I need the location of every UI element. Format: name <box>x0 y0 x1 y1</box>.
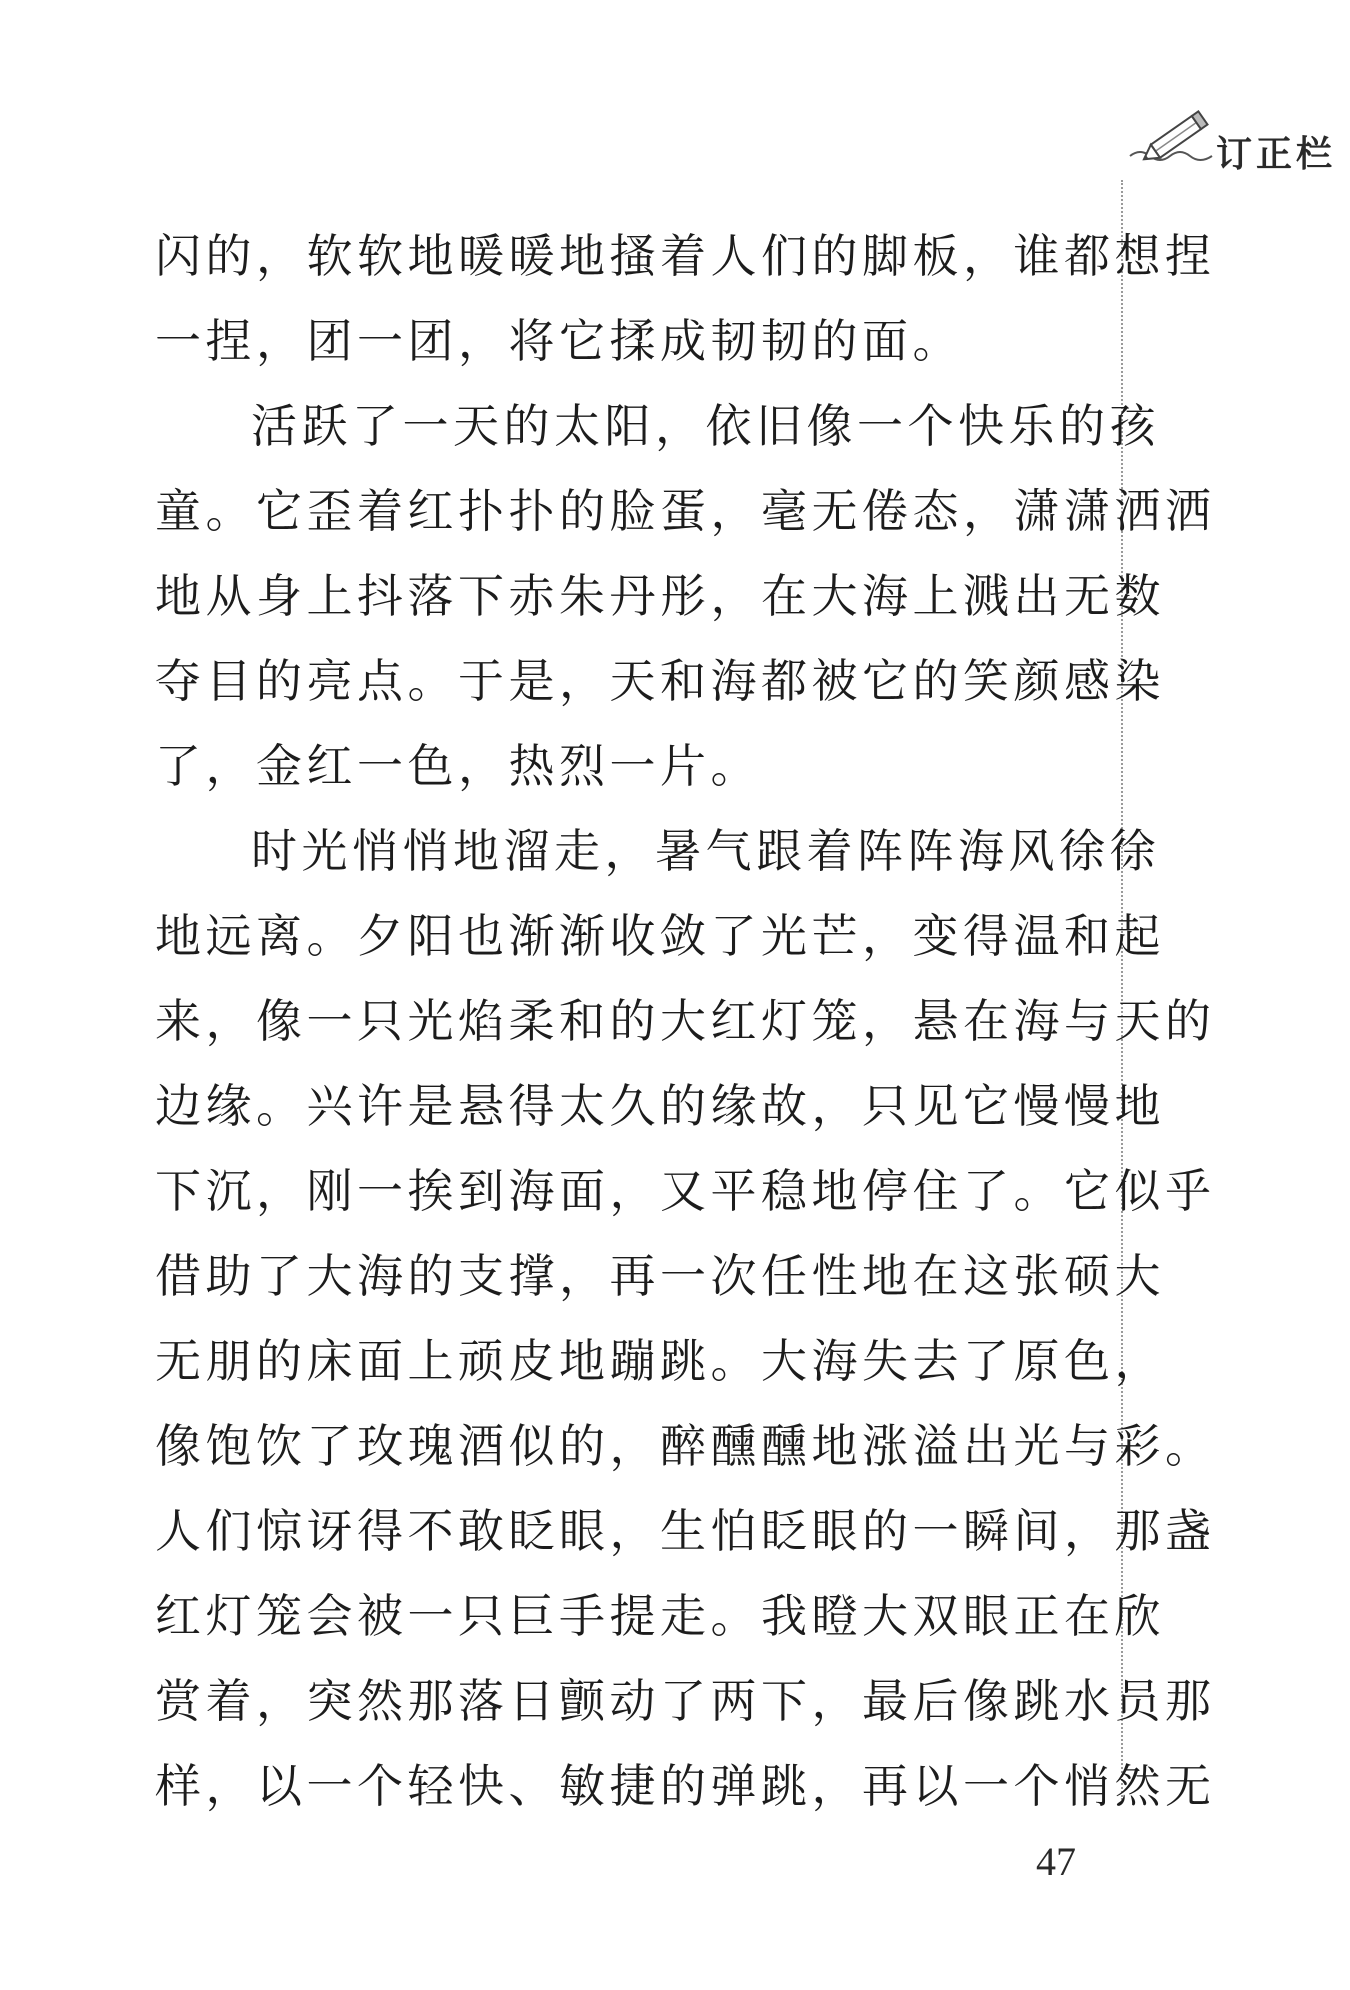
text-line: 红灯笼会被一只巨手提走。我瞪大双眼正在欣 <box>155 1589 1165 1643</box>
text-line: 了，金红一色，热烈一片。 <box>155 739 761 793</box>
text-line: 借助了大海的支撑，再一次任性地在这张硕大 <box>155 1249 1165 1303</box>
text-line: 像饱饮了玫瑰酒似的，醉醺醺地涨溢出光与彩。 <box>155 1419 1216 1473</box>
text-line: 人们惊讶得不敢眨眼，生怕眨眼的一瞬间，那盏 <box>155 1504 1216 1558</box>
body-text <box>155 214 1216 1829</box>
pencil-icon <box>1128 100 1218 170</box>
paragraph-start-line: 时光悄悄地溜走，暑气跟着阵阵海风徐徐 <box>251 824 1160 878</box>
text-line: 地从身上抖落下赤朱丹彤，在大海上溅出无数 <box>155 569 1165 623</box>
text-line: 来，像一只光焰柔和的大红灯笼，悬在海与天的 <box>155 994 1216 1048</box>
text-line: 童。它歪着红扑扑的脸蛋，毫无倦态，潇潇洒洒 <box>155 484 1216 538</box>
text-line: 夺目的亮点。于是，天和海都被它的笑颜感染 <box>155 654 1165 708</box>
correction-column-title: 订正栏 <box>1216 134 1337 175</box>
paragraph-start-line: 活跃了一天的太阳，依旧像一个快乐的孩 <box>251 399 1160 453</box>
page-number: 47 <box>1036 1839 1076 1884</box>
correction-column-header <box>1128 100 1350 180</box>
text-line: 赏着，突然那落日颤动了两下，最后像跳水员那 <box>155 1674 1216 1728</box>
text-line: 地远离。夕阳也渐渐收敛了光芒，变得温和起 <box>155 909 1165 963</box>
text-line: 无朋的床面上顽皮地蹦跳。大海失去了原色， <box>155 1334 1165 1388</box>
text-line: 一捏，团一团，将它揉成韧韧的面。 <box>155 314 963 368</box>
text-line: 闪的，软软地暖暖地搔着人们的脚板，谁都想捏 <box>155 229 1216 283</box>
text-line: 边缘。兴许是悬得太久的缘故，只见它慢慢地 <box>155 1079 1165 1133</box>
text-line: 样，以一个轻快、敏捷的弹跳，再以一个悄然无 <box>155 1759 1216 1813</box>
text-line: 下沉，刚一挨到海面，又平稳地停住了。它似乎 <box>155 1164 1216 1218</box>
